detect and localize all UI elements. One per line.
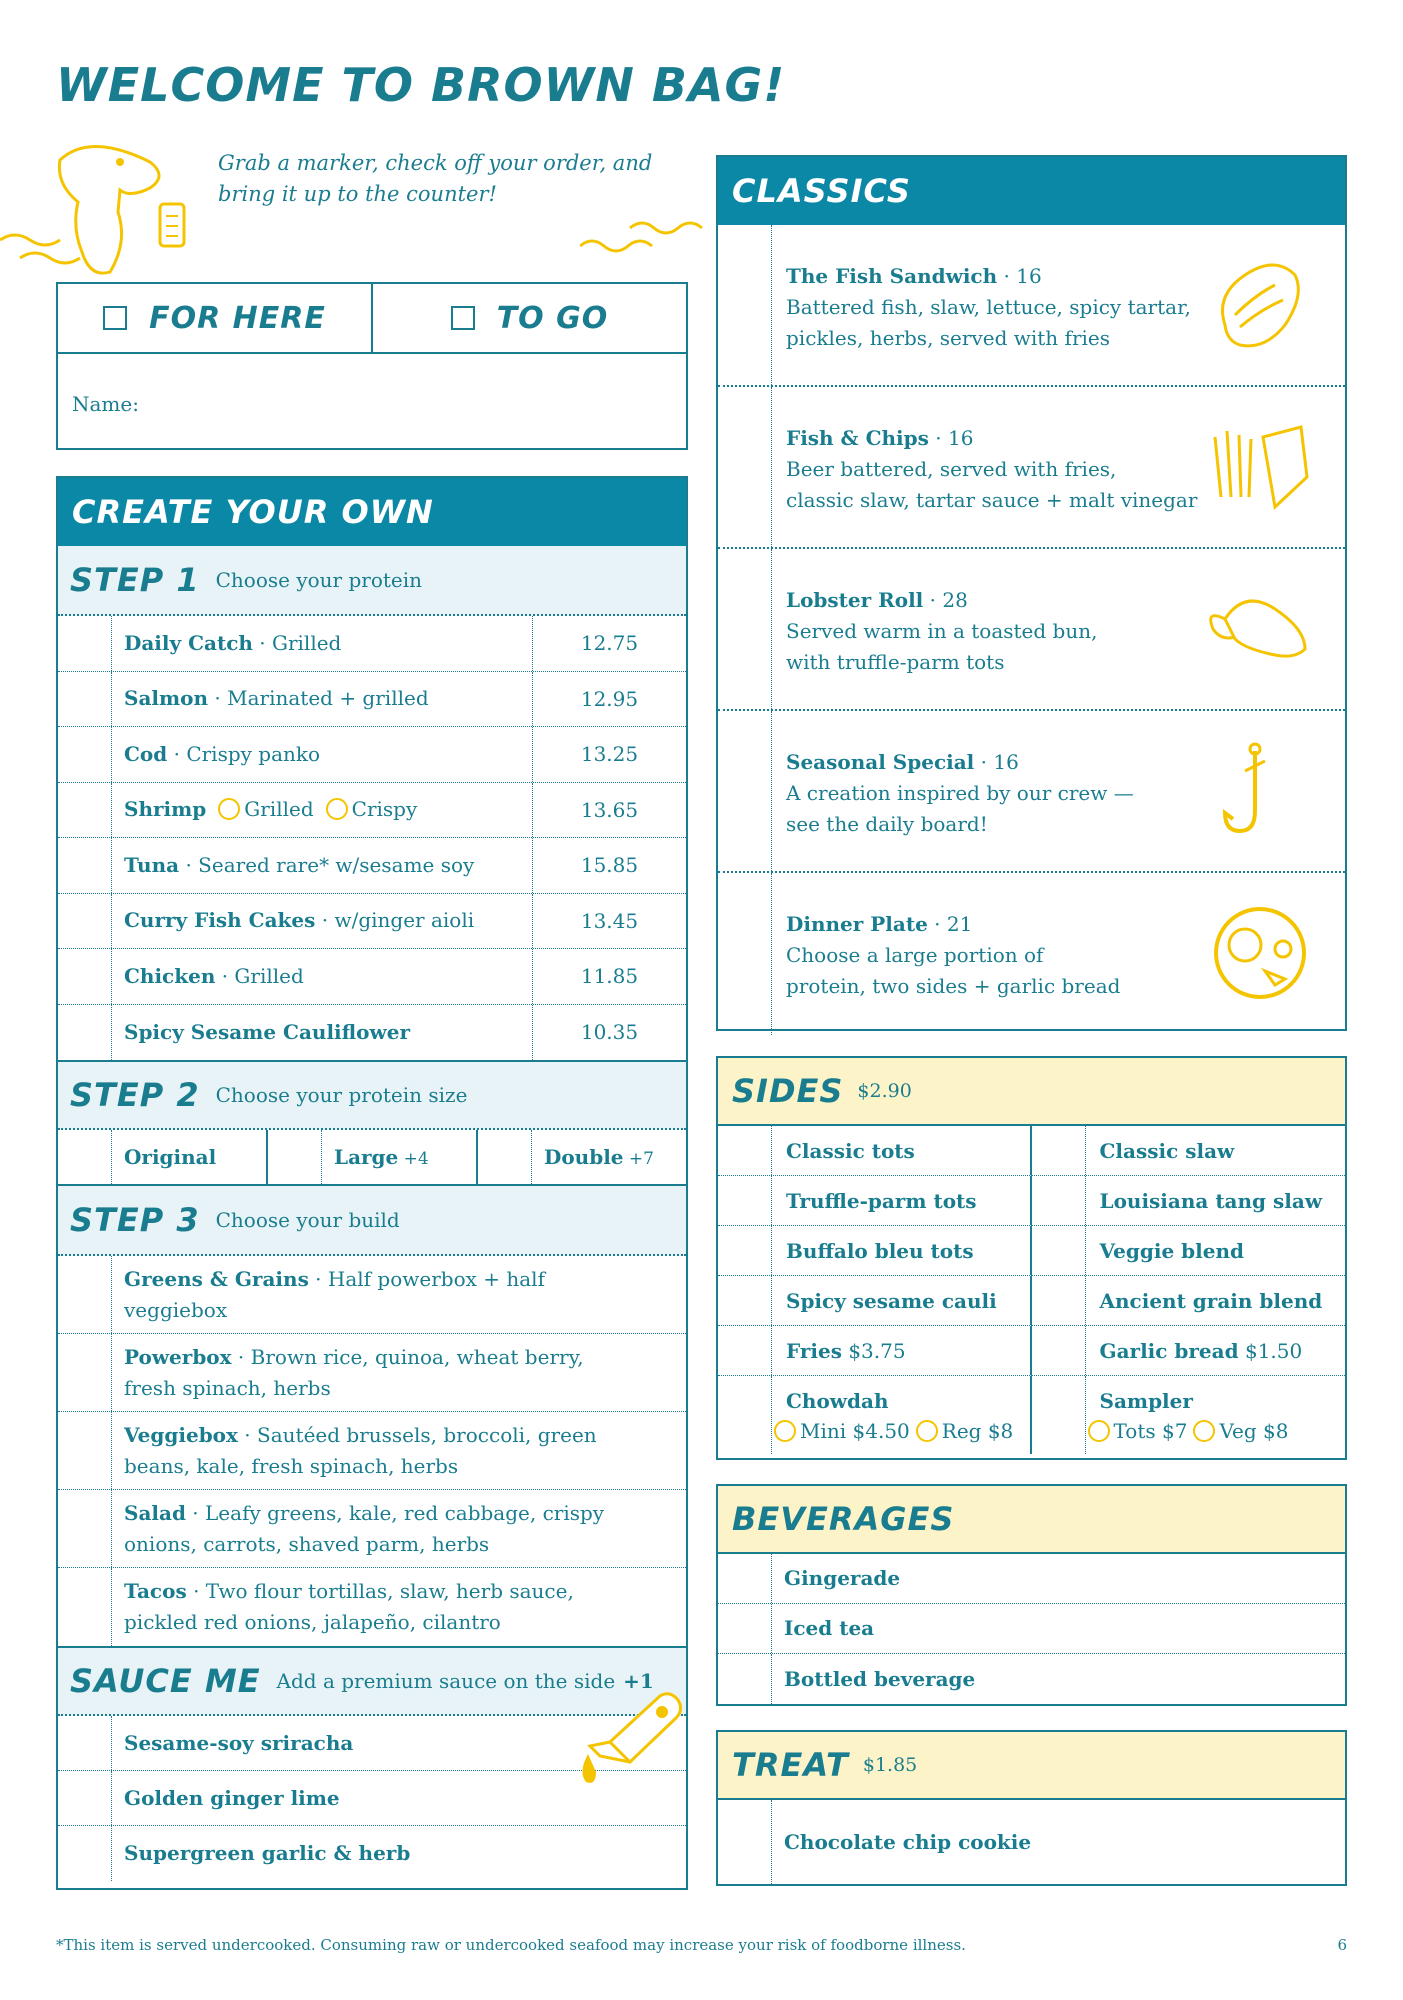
sauce-label: Golden ginger lime [124, 1785, 340, 1810]
build-row[interactable] [58, 1568, 686, 1646]
protein-checkbox[interactable] [58, 894, 112, 949]
side-item[interactable] [718, 1126, 1032, 1176]
protein-price: 12.75 [532, 616, 686, 671]
sauce-checkbox[interactable] [58, 1771, 112, 1825]
classic-price: · 16 [928, 426, 974, 450]
create-your-own-panel [56, 476, 688, 1890]
beverage-label: Bottled beverage [784, 1666, 976, 1691]
beverage-row[interactable] [718, 1604, 1345, 1654]
to-go-checkbox[interactable] [451, 306, 475, 330]
beverage-checkbox[interactable] [718, 1604, 772, 1653]
side-checkbox[interactable] [718, 1276, 772, 1325]
step1-desc: Choose your protein [215, 568, 423, 592]
classic-item[interactable] [718, 549, 1345, 711]
classic-item[interactable] [718, 387, 1345, 549]
build-label: Salad · Leafy greens, kale, red cabbage, crispy onions, carrots, shaved parm, herbs [124, 1500, 605, 1556]
classics-panel [716, 155, 1347, 1031]
protein-checkbox[interactable] [58, 838, 112, 893]
option-radio-icon[interactable] [326, 798, 348, 820]
classic-desc-line2: classic slaw, tartar sauce + malt vinegar [786, 488, 1198, 512]
treat-panel [716, 1730, 1347, 1886]
side-checkbox[interactable] [1032, 1226, 1086, 1275]
sauce-label: Sesame-soy sriracha [124, 1730, 354, 1755]
protein-price: 13.45 [532, 894, 686, 949]
side-label: Garlic bread $1.50 [1099, 1338, 1303, 1363]
protein-label: Salmon · Marinated + grilled [124, 686, 429, 711]
side-label: Classic tots [786, 1138, 915, 1163]
protein-price: 15.85 [532, 838, 686, 893]
sampler-item[interactable] [1032, 1376, 1346, 1454]
side-checkbox[interactable] [718, 1176, 772, 1225]
protein-checkbox[interactable] [58, 616, 112, 671]
protein-price: 13.65 [532, 783, 686, 838]
classic-name: Dinner Plate [786, 912, 928, 936]
treat-checkbox[interactable] [718, 1800, 772, 1884]
protein-label: Cod · Crispy panko [124, 741, 321, 766]
classic-text [786, 909, 1120, 1002]
beverages-heading [718, 1486, 1345, 1554]
side-item[interactable] [1032, 1276, 1346, 1326]
protein-checkbox[interactable] [58, 1005, 112, 1061]
size-label: Large +4 [334, 1145, 429, 1169]
option-radio-icon[interactable] [1193, 1420, 1215, 1442]
classic-text [786, 261, 1191, 354]
classic-checkbox[interactable] [718, 711, 772, 871]
protein-checkbox[interactable] [58, 783, 112, 838]
protein-label: Daily Catch · Grilled [124, 630, 342, 655]
side-item[interactable] [1032, 1226, 1346, 1276]
protein-checkbox[interactable] [58, 949, 112, 1004]
beverage-row[interactable] [718, 1654, 1345, 1704]
size-row [58, 1130, 686, 1186]
protein-row[interactable] [58, 727, 686, 783]
side-item[interactable] [718, 1276, 1032, 1326]
classic-desc-line2: with truffle-parm tots [786, 650, 1005, 674]
treat-title: TREAT [732, 1746, 849, 1784]
sauce-bottle-icon [570, 1682, 690, 1792]
build-row[interactable] [58, 1412, 686, 1490]
beverage-label: Iced tea [784, 1616, 875, 1640]
step3-header [58, 1186, 686, 1256]
chowdah-label: Chowdah Mini $4.50 Reg $8 [786, 1386, 1013, 1446]
side-item[interactable] [718, 1326, 1032, 1376]
side-checkbox[interactable] [718, 1376, 772, 1454]
build-row[interactable] [58, 1334, 686, 1412]
classic-name: Seasonal Special [786, 750, 975, 774]
sauce-extra: +1 [623, 1669, 654, 1693]
protein-row[interactable] [58, 838, 686, 894]
create-your-own-heading: CREATE YOUR OWN [58, 478, 686, 546]
sampler-label: Sampler Tots $7 Veg $8 [1100, 1386, 1289, 1446]
side-label: Fries $3.75 [786, 1338, 906, 1363]
classic-desc-line1: Beer battered, served with fries, [786, 457, 1117, 481]
protein-checkbox[interactable] [58, 727, 112, 782]
side-item[interactable] [718, 1226, 1032, 1276]
waves-icon [580, 206, 720, 256]
sides-grid [718, 1126, 1345, 1454]
side-item[interactable] [718, 1176, 1032, 1226]
classic-text [786, 423, 1197, 516]
size-checkbox[interactable] [58, 1130, 112, 1184]
side-checkbox[interactable] [1032, 1276, 1086, 1325]
classic-item[interactable] [718, 873, 1345, 1035]
size-checkbox[interactable] [478, 1130, 532, 1184]
treat-item: Chocolate chip cookie [784, 1829, 1032, 1854]
protein-checkbox[interactable] [58, 672, 112, 727]
classic-desc-line1: A creation inspired by our crew — [786, 781, 1134, 805]
side-item[interactable] [1032, 1176, 1346, 1226]
side-checkbox[interactable] [1032, 1376, 1086, 1454]
size-checkbox[interactable] [268, 1130, 322, 1184]
side-label: Ancient grain blend [1099, 1288, 1323, 1313]
for-here-checkbox[interactable] [103, 306, 127, 330]
step3-tag: STEP 3 [70, 1201, 200, 1239]
classic-name: Fish & Chips [786, 426, 929, 450]
side-item[interactable] [1032, 1126, 1346, 1176]
build-label: Greens & Grains · Half powerbox + half veggiebox [124, 1266, 545, 1322]
fries-icon [1205, 417, 1315, 517]
step2-tag: STEP 2 [70, 1076, 200, 1114]
classic-item[interactable] [718, 225, 1345, 387]
classic-item[interactable] [718, 711, 1345, 873]
classics-list [718, 225, 1345, 1035]
side-checkbox[interactable] [1032, 1326, 1086, 1375]
classic-checkbox[interactable] [718, 225, 772, 385]
to-go-option[interactable] [373, 284, 686, 352]
treat-row[interactable] [718, 1800, 1345, 1884]
build-checkbox[interactable] [58, 1334, 112, 1411]
sauce-checkbox[interactable] [58, 1826, 112, 1881]
classics-heading: CLASSICS [718, 157, 1345, 225]
protein-price: 12.95 [532, 672, 686, 727]
classic-price: · 16 [997, 264, 1042, 288]
classic-price: · 21 [927, 912, 973, 936]
classic-desc-line1: Served warm in a toasted bun, [786, 619, 1098, 643]
protein-label: Shrimp Grilled Crispy [124, 797, 418, 822]
size-option[interactable] [58, 1130, 268, 1184]
size-label: Original [124, 1145, 217, 1169]
classic-name: The Fish Sandwich [786, 264, 998, 288]
sides-panel [716, 1056, 1347, 1460]
sauce-label: Supergreen garlic & herb [124, 1841, 411, 1865]
side-label: Louisiana tang slaw [1099, 1188, 1323, 1213]
protein-price: 10.35 [532, 1005, 686, 1061]
step1-tag: STEP 1 [70, 561, 200, 599]
sauce-checkbox[interactable] [58, 1716, 112, 1770]
protein-row[interactable] [58, 672, 686, 728]
protein-row[interactable] [58, 949, 686, 1005]
fishhook-icon [1205, 741, 1315, 841]
page-number: 6 [1337, 1936, 1347, 1954]
side-checkbox[interactable] [718, 1126, 772, 1175]
beverage-label: Gingerade [784, 1566, 901, 1590]
size-label: Double +7 [544, 1145, 654, 1169]
side-label: Spicy sesame cauli [786, 1288, 997, 1313]
classic-desc-line2: see the daily board! [786, 812, 988, 836]
classic-text [786, 747, 1134, 840]
sauce-desc: Add a premium sauce on the side [276, 1669, 616, 1693]
beverages-list [718, 1554, 1345, 1704]
treat-heading [718, 1732, 1345, 1800]
beverages-title: BEVERAGES [732, 1500, 955, 1538]
sides-heading [718, 1058, 1345, 1126]
protein-row[interactable] [58, 616, 686, 672]
protein-label: Spicy Sesame Cauliflower [124, 1019, 410, 1044]
footnote: *This item is served undercooked. Consuming raw or undercooked seafood may increase your risk of foodborne illness. [56, 1936, 966, 1954]
side-label: Truffle-parm tots [786, 1188, 977, 1213]
option-radio-icon[interactable] [916, 1420, 938, 1442]
sides-price: $2.90 [857, 1080, 912, 1102]
classic-price: · 28 [923, 588, 968, 612]
classic-desc-line1: Battered fish, slaw, lettuce, spicy tartar, [786, 295, 1191, 319]
beverage-checkbox[interactable] [718, 1554, 772, 1603]
build-label: Veggiebox · Sautéed brussels, broccoli, green beans, kale, fresh spinach, herbs [124, 1422, 597, 1478]
protein-label: Curry Fish Cakes · w/ginger aioli [124, 908, 475, 933]
for-here-label: FOR HERE [149, 300, 326, 336]
beverages-panel [716, 1484, 1347, 1706]
classic-desc-line2: pickles, herbs, served with fries [786, 326, 1110, 350]
build-checkbox[interactable] [58, 1256, 112, 1333]
protein-row[interactable] [58, 783, 686, 839]
classic-checkbox[interactable] [718, 549, 772, 709]
size-option[interactable] [268, 1130, 478, 1184]
classic-checkbox[interactable] [718, 873, 772, 1035]
side-checkbox[interactable] [1032, 1176, 1086, 1225]
classic-name: Lobster Roll [786, 588, 924, 612]
side-checkbox[interactable] [718, 1326, 772, 1375]
page-title: WELCOME TO BROWN BAG! [56, 58, 786, 112]
step3-desc: Choose your build [215, 1208, 400, 1232]
beverage-row[interactable] [718, 1554, 1345, 1604]
protein-label: Tuna · Seared rare* w/sesame soy [124, 852, 475, 877]
protein-row[interactable] [58, 894, 686, 950]
step2-header [58, 1060, 686, 1130]
side-item[interactable] [1032, 1326, 1346, 1376]
sauce-row[interactable] [58, 1826, 686, 1881]
option-radio-icon[interactable] [1088, 1420, 1110, 1442]
side-label: Classic slaw [1099, 1138, 1235, 1163]
size-option[interactable] [478, 1130, 686, 1184]
build-list [58, 1256, 686, 1646]
to-go-label: TO GO [496, 300, 609, 336]
chowdah-item[interactable] [718, 1376, 1032, 1454]
step1-header [58, 546, 686, 616]
protein-label: Chicken · Grilled [124, 963, 304, 988]
build-label: Tacos · Two flour tortillas, slaw, herb sauce, pickled red onions, jalapeño, cilantro [124, 1579, 574, 1634]
side-checkbox[interactable] [1032, 1126, 1086, 1175]
sauce-tag: SAUCE ME [70, 1662, 261, 1700]
side-label: Buffalo bleu tots [786, 1238, 974, 1263]
classic-text [786, 585, 1097, 678]
protein-row[interactable] [58, 1005, 686, 1061]
build-checkbox[interactable] [58, 1412, 112, 1489]
treat-price: $1.85 [862, 1754, 918, 1776]
protein-price: 11.85 [532, 949, 686, 1004]
step2-desc: Choose your protein size [215, 1083, 468, 1107]
build-checkbox[interactable] [58, 1490, 112, 1567]
classic-price: · 16 [974, 750, 1019, 774]
classic-desc-line1: Choose a large portion of [786, 943, 1044, 967]
beverage-checkbox[interactable] [718, 1654, 772, 1704]
protein-price: 13.25 [532, 727, 686, 782]
fish-mascot-icon [0, 132, 200, 282]
sandwich-icon [1205, 255, 1315, 355]
protein-list [58, 616, 686, 1060]
plate-icon [1205, 903, 1315, 1003]
intro-text: Grab a marker, check off your order, and bring it up to the counter! [218, 151, 653, 206]
order-type-box [56, 282, 688, 450]
build-label: Powerbox · Brown rice, quinoa, wheat berry, fresh spinach, herbs [124, 1344, 584, 1400]
classic-checkbox[interactable] [718, 387, 772, 547]
side-checkbox[interactable] [718, 1226, 772, 1275]
name-field-label: Name: [72, 392, 139, 416]
lobster-icon [1205, 579, 1315, 679]
option-radio-icon[interactable] [774, 1420, 796, 1442]
for-here-option[interactable] [58, 284, 373, 352]
option-radio-icon[interactable] [218, 798, 240, 820]
side-label: Veggie blend [1099, 1238, 1244, 1263]
classic-desc-line2: protein, two sides + garlic bread [786, 974, 1121, 998]
build-checkbox[interactable] [58, 1568, 112, 1646]
sides-title: SIDES [732, 1072, 844, 1110]
build-row[interactable] [58, 1256, 686, 1334]
build-row[interactable] [58, 1490, 686, 1568]
